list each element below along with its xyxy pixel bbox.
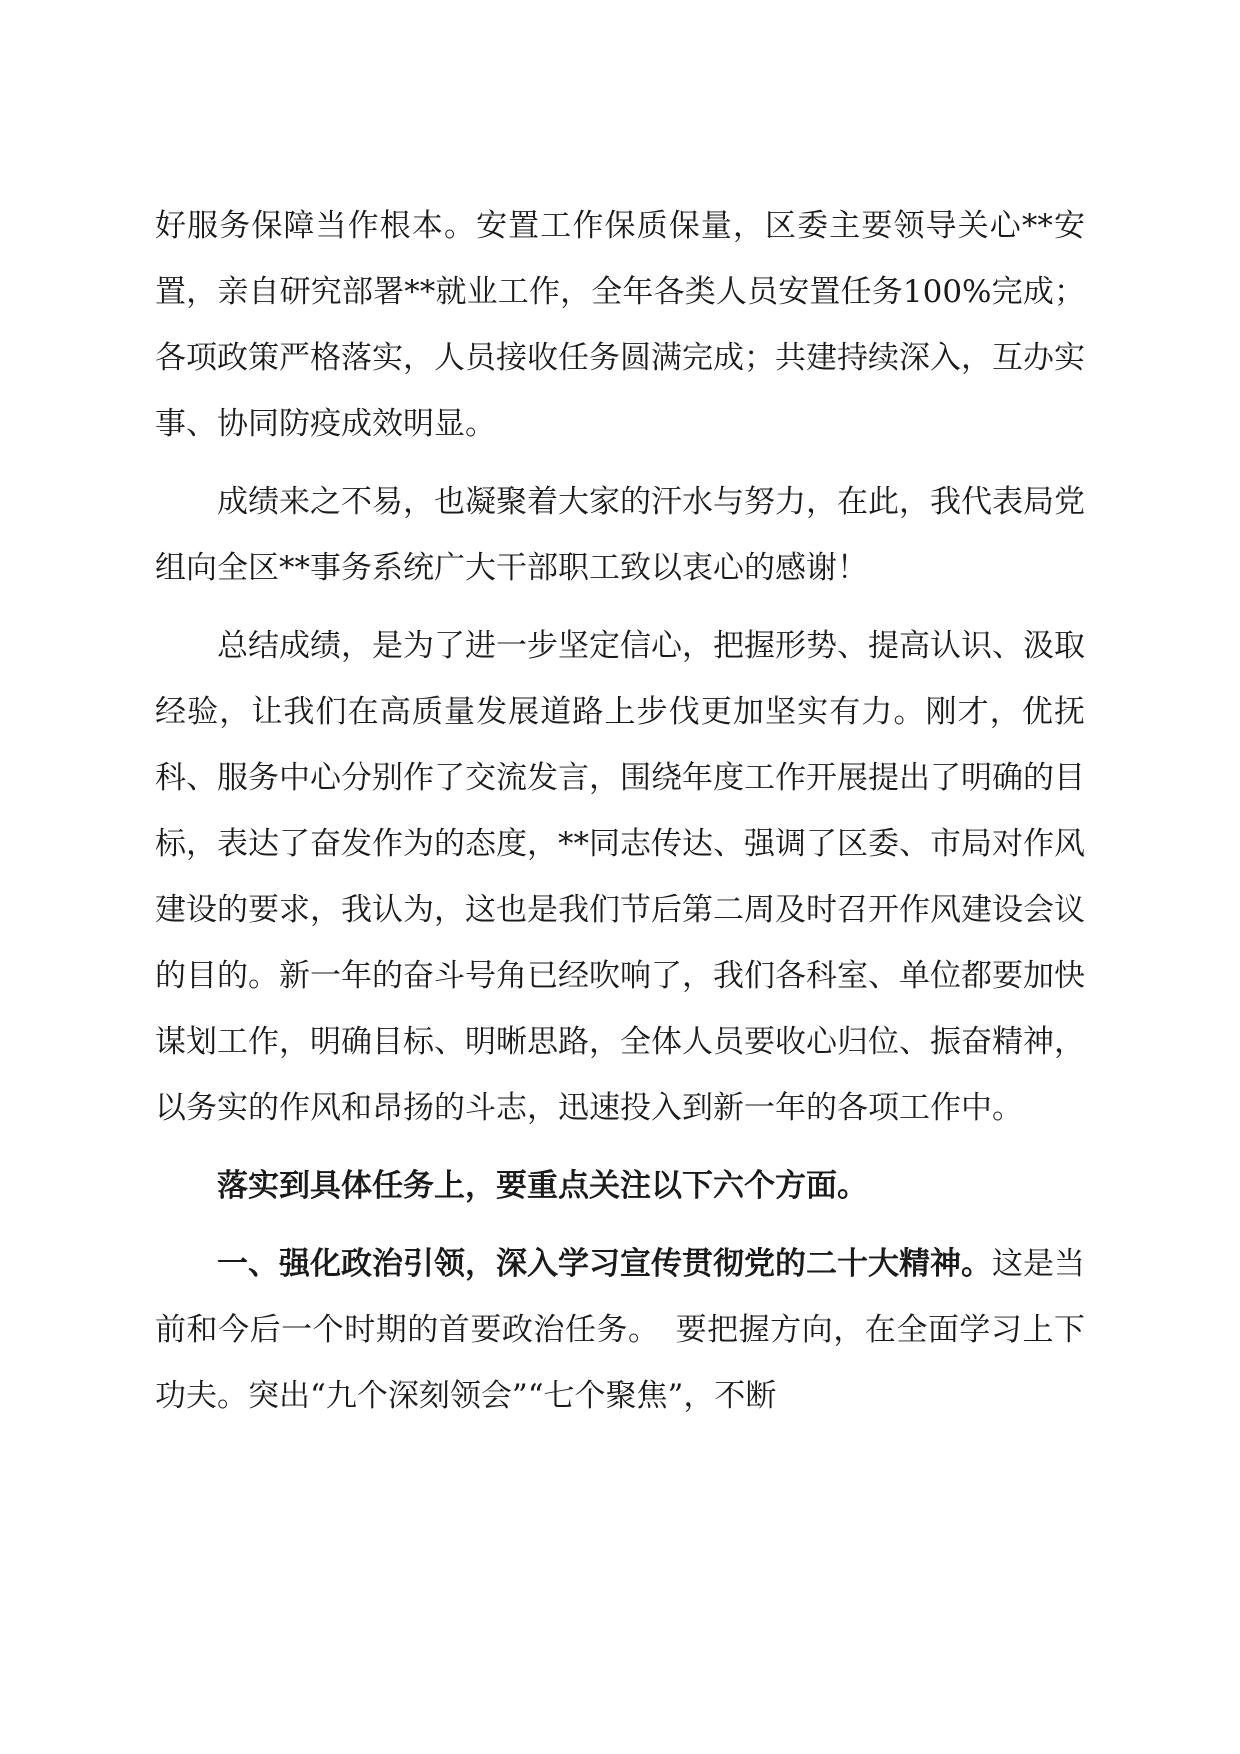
paragraph-text: 总结成绩，是为了进一步坚定信心，把握形势、提高认识、汲取经验，让我们在高质量发展道路上步伐更加坚实有力。刚才，优抚科、服务中心分别作了交流发言，围绕年度工作开展提出了明确的目标，表达了奋发作为的态度，**同志传达、强调了区委、市局对作风建设的要求，我认为，这也是我们节后第二周及时召开作风建设会议的目的。新一年的奋斗号角已经吹响了，我们各科室、单位都要加快谋划工作，明确目标、明晰思路，全体人员要收心归位、振奋精神，以务实的作风和昂扬的斗志，迅速投入到新一年的各项工作中。 [155,628,1085,1126]
paragraph-continuation [155,193,1085,457]
paragraph-section-one [155,1231,1085,1429]
paragraph-task-intro [155,1153,1085,1219]
paragraph-text: 这是当前和今后一个时期的首要政治任务。 要把握方向，在全面学习上下功夫。突出“九个深刻领会”“七个聚焦”，不断 [155,1246,1085,1414]
paragraph-thanks [155,469,1085,601]
paragraph-summary [155,613,1085,1141]
paragraph-heading: 落实到具体任务上，要重点关注以下六个方面。 [217,1168,868,1204]
document-body [155,193,1085,1441]
paragraph-text: 好服务保障当作根本。安置工作保质保量，区委主要领导关心**安置，亲自研究部署**就业工作，全年各类人员安置任务100%完成；各项政策严格落实，人员接收任务圆满完成；共建持续深入，互办实事、协同防疫成效明显。 [155,208,1085,442]
paragraph-text: 成绩来之不易，也凝聚着大家的汗水与努力，在此，我代表局党组向全区**事务系统广大干部职工致以衷心的感谢！ [155,484,1085,586]
section-heading: 一、强化政治引领，深入学习宣传贯彻党的二十大精神。 [217,1246,992,1282]
